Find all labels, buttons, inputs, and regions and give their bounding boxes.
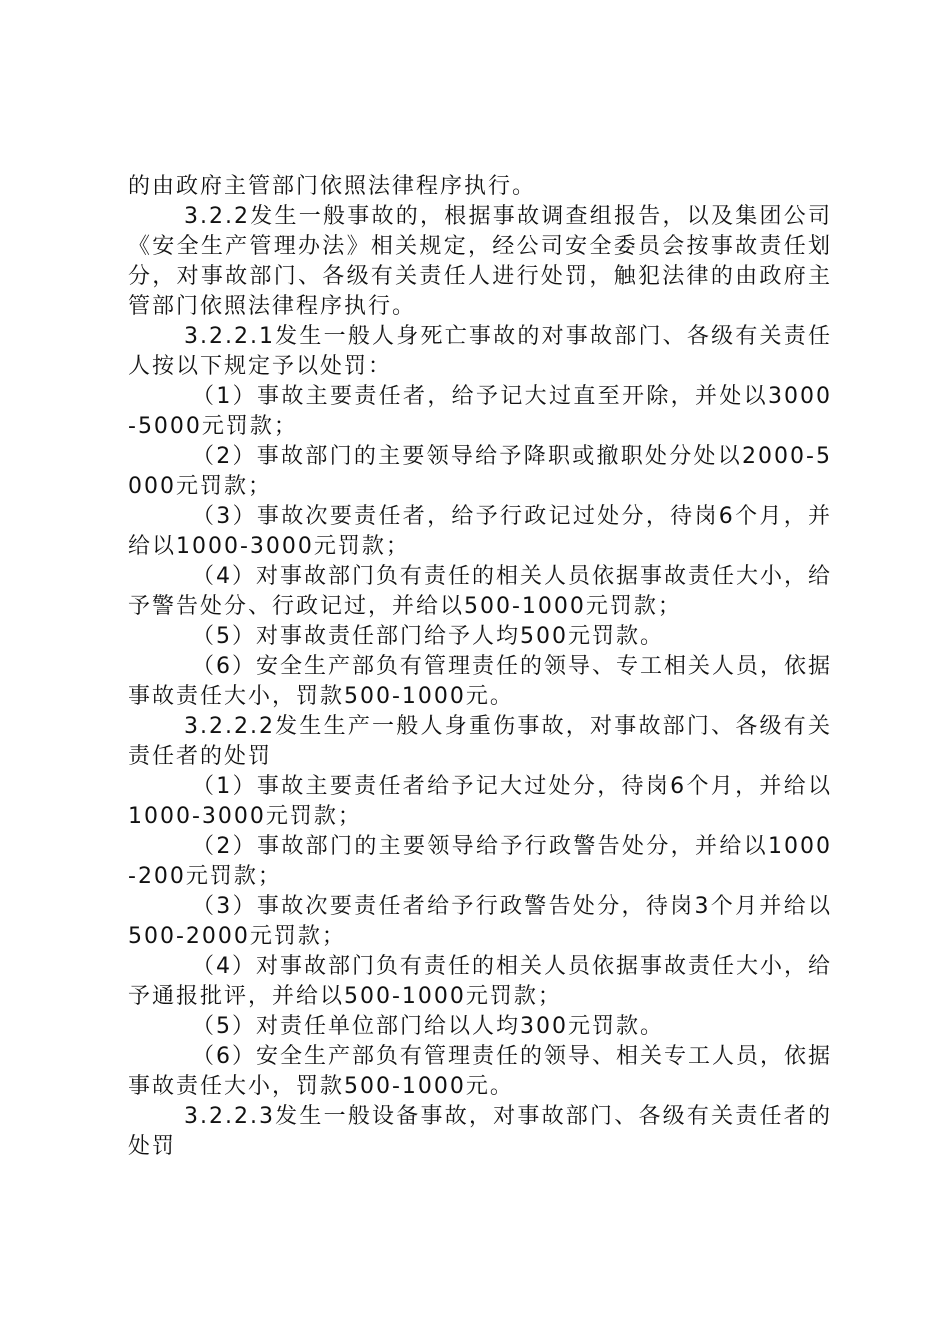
paragraph: 的由政府主管部门依照法律程序执行。 [128,174,537,199]
list-item: （2）事故部门的主要领导给予行政警告处分，并给以1000-200元罚款； [128,834,832,889]
paragraph: 3.2.2发生一般事故的，根据事故调查组报告，以及集团公司《安全生产管理办法》相关规定，经公司安全委员会按事故责任划分，对事故部门、各级有关责任人进行处罚，触犯法律的由政府主管部门依照法律程序执行。 [128,204,832,319]
list-item: （3）事故次要责任者，给予行政记过处分，待岗6个月，并给以1000-3000元罚款； [128,504,832,559]
list-item: （6）安全生产部负有管理责任的领导、相关专工人员，依据事故责任大小，罚款500-1000元。 [128,1044,832,1099]
list-item: （2）事故部门的主要领导给予降职或撤职处分处以2000-5000元罚款； [128,444,832,499]
list-item: （5）对事故责任部门给予人均500元罚款。 [192,624,664,649]
list-item: （4）对事故部门负有责任的相关人员依据事故责任大小，给予通报批评，并给以500-1000元罚款； [128,954,832,1009]
paragraph: 3.2.2.3发生一般设备事故，对事故部门、各级有关责任者的处罚 [128,1104,832,1159]
document-body [128,172,832,1162]
paragraph: 3.2.2.2发生生产一般人身重伤事故，对事故部门、各级有关责任者的处罚 [128,714,832,769]
paragraph: 3.2.2.1发生一般人身死亡事故的对事故部门、各级有关责任人按以下规定予以处罚： [128,324,832,379]
list-item: （1）事故主要责任者给予记大过处分，待岗6个月，并给以1000-3000元罚款； [128,774,832,829]
list-item: （4）对事故部门负有责任的相关人员依据事故责任大小，给予警告处分、行政记过，并给以500-1000元罚款； [128,564,832,619]
list-item: （3）事故次要责任者给予行政警告处分，待岗3个月并给以500-2000元罚款； [128,894,832,949]
list-item: （5）对责任单位部门给以人均300元罚款。 [192,1014,664,1039]
list-item: （6）安全生产部负有管理责任的领导、专工相关人员，依据事故责任大小，罚款500-1000元。 [128,654,832,709]
list-item: （1）事故主要责任者，给予记大过直至开除，并处以3000-5000元罚款； [128,384,832,439]
